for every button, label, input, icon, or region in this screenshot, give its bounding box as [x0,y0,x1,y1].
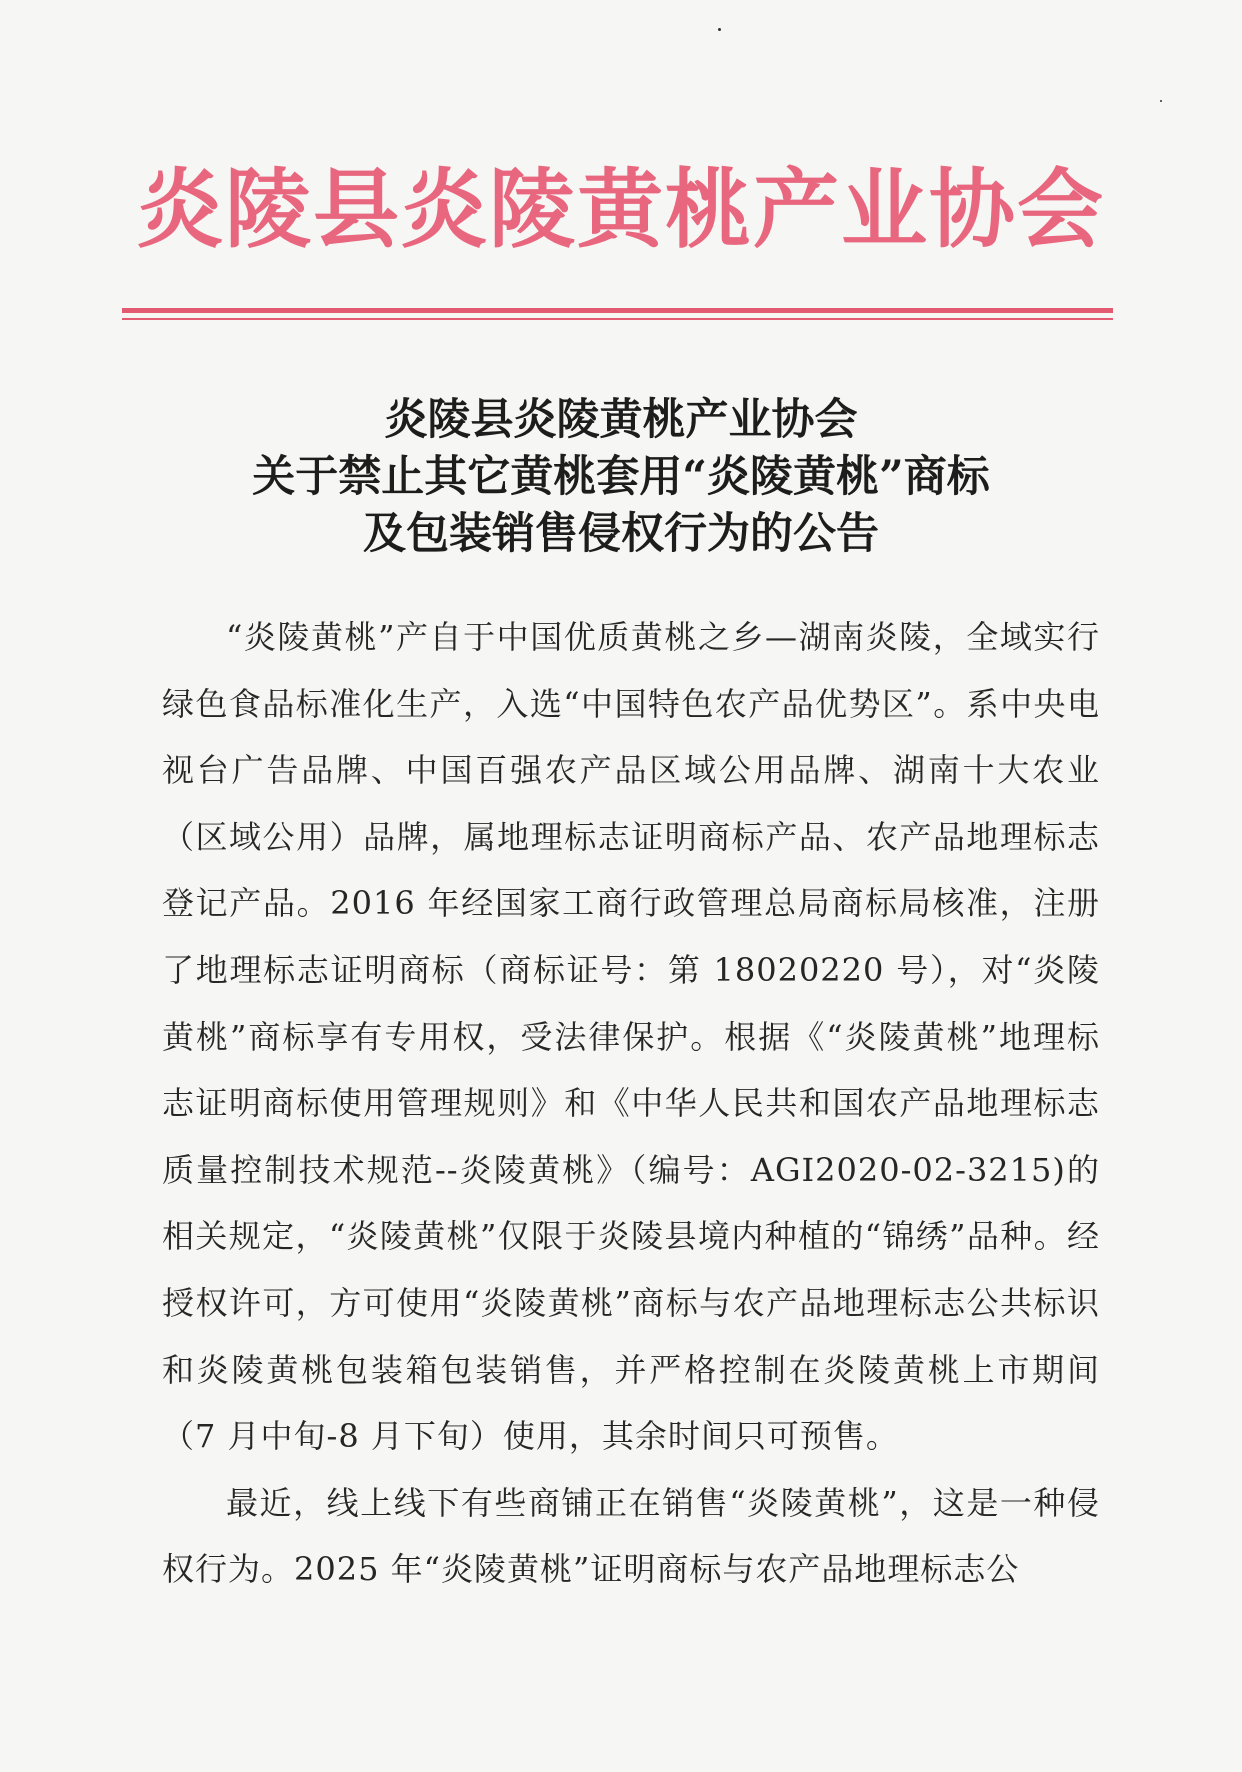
letterhead-rule-thin [122,318,1113,320]
notice-title [0,392,1242,563]
notice-body [162,604,1100,1603]
scan-speck [1160,100,1162,102]
notice-title-line: 及包装销售侵权行为的公告 [363,509,879,559]
letterhead-rule-thick [122,308,1113,313]
body-paragraph: “炎陵黄桃”产自于中国优质黄桃之乡—湖南炎陵，全域实行绿色食品标准化生产，入选“中国特色农产品优势区”。系中央电视台广告品牌、中国百强农产品区域公用品牌、湖南十大农业（区域公用）品牌，属地理标志证明商标产品、农产品地理标志登记产品。2016 年经国家工商行政管理总局商标局核准，注册了地理标志证明商标（商标证号：第 18020220 号），对“炎陵黄桃”商标享有专用权，受法律保护。根据《“炎陵黄桃”地理标志证明商标使用管理规则》和《中华人民共和国农产品地理标志质量控制技术规范--炎陵黄桃》（编号：AGI2020-02-3215)的相关规定，“炎陵黄桃”仅限于炎陵县境内种植的“锦绣”品种。经授权许可，方可使用“炎陵黄桃”商标与农产品地理标志公共标识和炎陵黄桃包装箱包装销售，并严格控制在炎陵黄桃上市期间（7 月中旬-8 月下旬）使用，其余时间只可预售。 [162,618,1100,1456]
notice-title-line: 炎陵县炎陵黄桃产业协会 [384,395,858,445]
letterhead-title: 炎陵县炎陵黄桃产业协会 [137,160,1105,260]
notice-title-line: 关于禁止其它黄桃套用“炎陵黄桃”商标 [252,452,990,502]
body-paragraph: 最近，线上线下有些商铺正在销售“炎陵黄桃”，这是一种侵权行为。2025 年“炎陵黄桃”证明商标与农产品地理标志公 [162,1483,1100,1589]
scan-speck [718,28,721,31]
